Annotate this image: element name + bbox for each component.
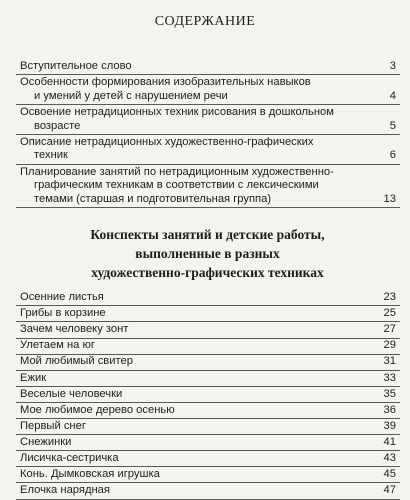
entry-separator [16, 74, 400, 75]
entry-page-number: 27 [383, 323, 396, 336]
entry-title-line: Первый снег [20, 419, 86, 432]
entry-title-line: Грибы в корзине [20, 307, 106, 320]
section-title [30, 225, 385, 282]
entry-title-line: графическим техникам в соответствии с лексическими [34, 179, 319, 192]
entry-page-number: 47 [383, 484, 396, 497]
entry-page-number: 13 [383, 192, 396, 205]
entry-title-line: Планирование занятий по нетрадиционным художественно- [20, 165, 334, 178]
entry-page-number: 35 [383, 387, 396, 400]
entry-page-number: 33 [383, 371, 396, 384]
section-title-line: Конспекты занятий и детские работы, [90, 227, 325, 242]
entry-separator [16, 134, 400, 135]
entry-title-line: темами (старшая и подготовительная группа) [34, 192, 272, 205]
entry-title-line: Ежик [20, 371, 47, 384]
entry-page-number: 45 [383, 468, 396, 481]
entry-page-number: 5 [389, 119, 396, 132]
entry-title-line: Зачем человеку зонт [20, 323, 129, 336]
entry-separator [16, 207, 400, 208]
entry-page-number: 39 [383, 419, 396, 432]
entry-title-line: Елочка нарядная [20, 484, 110, 497]
section-title-line: художественно-графических техниках [91, 265, 324, 280]
entry-title-line: Вступительное слово [20, 60, 132, 72]
entry-title-line: техник [34, 149, 68, 162]
entry-separator [16, 370, 400, 371]
entry-title-line: Мой любимый свитер [20, 355, 133, 368]
entry-title-line: Улетаем на юг [20, 339, 95, 352]
entry-page-number: 31 [383, 355, 396, 368]
entry-page-number: 41 [383, 435, 396, 448]
entry-title-line: Конь. Дымковская игрушка [20, 468, 160, 481]
entry-title-line: Описание нетрадиционных художественно-графических [20, 136, 314, 148]
entry-title-line: Веселые человечки [20, 387, 123, 400]
page-title: СОДЕРЖАНИЕ [154, 14, 256, 29]
entry-page-number: 29 [383, 339, 396, 352]
entry-separator [16, 499, 400, 500]
entry-title-line: и умений у детей с нарушением речи [34, 89, 228, 102]
entry-page-number: 25 [383, 307, 396, 320]
entry-title-line: Особенности формирования изобразительных навыков [20, 76, 311, 89]
entry-page-number: 36 [383, 403, 396, 416]
entry-title-line: Мое любимое дерево осенью [20, 403, 175, 416]
entry-title-line: Осенние листья [20, 291, 104, 303]
entry-separator [16, 104, 400, 105]
entry-page-number: 6 [389, 149, 396, 162]
entry-page-number: 3 [389, 60, 396, 72]
entry-page-number: 43 [383, 452, 396, 464]
entry-title-line: Освоение нетрадиционных техник рисования в дошкольном [20, 106, 334, 119]
entry-title-line: возрасте [34, 119, 81, 132]
entry-separator [16, 164, 400, 165]
entry-separator [16, 434, 400, 435]
entry-title-line: Снежинки [20, 435, 72, 448]
entry-title-line: Лисичка-сестричка [20, 452, 119, 464]
section-title-line: выполненные в разных [135, 246, 280, 261]
entry-page-number: 4 [389, 89, 396, 102]
entry-page-number: 23 [383, 291, 396, 303]
